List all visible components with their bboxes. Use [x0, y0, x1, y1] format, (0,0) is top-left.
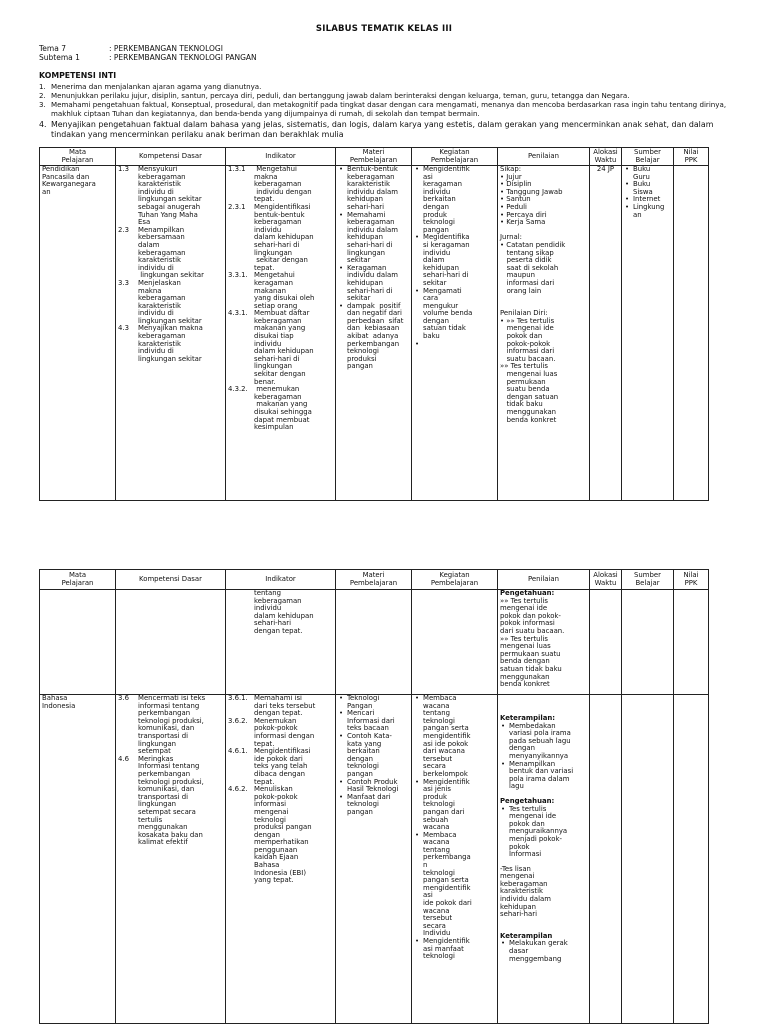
ki-text: Menunjukkan perilaku jujur, disiplin, santun, percaya diri, peduli, dan bertanggung jawab dalam berinteraksi dengan keluarga, teman, guru, tetangga dan Negara.: [51, 91, 630, 101]
sumber-item: • Buku Siswa: [633, 181, 671, 196]
cell-penilaian: [498, 590, 590, 695]
kegiatan-item: • Megidentifika si keragaman individu dalam kehidupan sehari-hari di sekitar: [423, 234, 495, 287]
indikator-number: 4.6.2.: [228, 785, 248, 794]
materi-item: • Memahami keberagaman individu dalam kehidupan sehari-hari di lingkungan sekitar: [347, 212, 409, 265]
cell-kd: [116, 590, 226, 695]
table-header-row: [40, 148, 709, 166]
cell-nilai: [674, 590, 709, 695]
cell-mapel: Bahasa Indonesia: [40, 695, 116, 1024]
ki-text: Menerima dan menjalankan ajaran agama yang dianutnya.: [51, 82, 262, 91]
header-nilai: Nilai PPK: [674, 570, 709, 590]
kegiatan-item: • Mengamati cara mengukur volume benda dengan satuan tidak baku: [423, 288, 495, 341]
ki-number: 2.: [39, 91, 46, 101]
indikator-number: 4.3.2.: [228, 385, 248, 394]
cell-alokasi: 24 JP: [590, 166, 622, 501]
header-indikator: Indikator: [226, 570, 336, 590]
header-materi: Materi Pembelajaran: [336, 148, 412, 166]
sumber-item: • Internet: [633, 196, 671, 204]
kd-text: Menjelaskan makna keberagaman karakteristik individu di lingkungan sekitar: [138, 278, 202, 325]
cell-indikator: [226, 590, 336, 695]
kd-number: 3.6: [118, 694, 129, 702]
penilaian-pengetahuan-heading: Pengetahuan:: [500, 796, 555, 805]
penilaian-text: »» Tes tertulis mengenai ide pokok dan pokok- pokok informasi dari suatu bacaan. »» Tes tertulis mengenai luas permukaan suatu benda dengan satuan tidak baku menggunakan benda konkret: [500, 596, 565, 689]
indikator-item: [228, 786, 333, 885]
kd-number: 4.3: [118, 324, 129, 333]
indikator-number: 4.6.1.: [228, 747, 248, 756]
table-header-row: [40, 570, 709, 590]
cell-materi: [336, 590, 412, 695]
penilaian-keterampilan-heading: Keterampilan: [500, 931, 553, 940]
ki-number: 1.: [39, 82, 46, 91]
cell-alokasi: [590, 590, 622, 695]
header-mapel: Mata Pelajaran: [40, 148, 116, 166]
indikator-item: [228, 695, 333, 718]
header-kd: Kompetensi Dasar: [116, 570, 226, 590]
header-alokasi: Alokasi Waktu: [590, 570, 622, 590]
kd-item: [118, 227, 223, 280]
header-sumber: Sumber Belajar: [622, 148, 674, 166]
penilaian-item: • Membedakan variasi pola irama pada sebuah lagu dengan menyanyikannya: [509, 723, 587, 761]
kd-item: [118, 756, 223, 847]
penilaian-item: • Menampilkan bentuk dan variasi pola irama dalam lagu: [509, 761, 587, 791]
ki-item: [39, 100, 747, 118]
kd-number: 3.3: [118, 278, 129, 287]
kd-text: Mencermati isi teks informasi tentang perkembangan teknologi produksi, komunikasi, dan transportasi di lingkungan setempat: [138, 694, 206, 756]
sumber-item: • Buku Guru: [633, 166, 671, 181]
header-kd: Kompetensi Dasar: [116, 148, 226, 166]
meta-subtema-value: : PERKEMBANGAN TEKNOLOGI PANGAN: [109, 53, 257, 62]
kd-number: 2.3: [118, 225, 129, 234]
cell-materi: [336, 695, 412, 1024]
sumber-item: • Lingkung an: [633, 204, 671, 219]
kd-text: Meringkas Informasi tentang perkembangan teknologi produksi, komunikasi, dan transportasi di lingkungan setempat secara tertulis menggunakan kosakata baku dan kalimat efektif: [138, 754, 204, 847]
indikator-text: menemukan keberagaman makanan yang disukai sehingga dapat membuat kesimpulan: [254, 385, 312, 432]
cell-sumber: [622, 590, 674, 695]
indikator-text: tentang keberagaman individu dalam kehidupan sehari-hari dengan tepat.: [254, 589, 314, 635]
meta-info: [39, 44, 257, 62]
materi-item: • Bentuk-bentuk keberagaman karakteristik individu dalam kehidupan sehari-hari: [347, 166, 409, 212]
penilaian-keterampilan-heading: Keterampilan:: [500, 714, 556, 722]
penilaian-item: • Melakukan gerak dasar menggembang: [509, 940, 587, 963]
kd-item: [118, 280, 223, 326]
penilaian-pengetahuan-heading: Pengetahuan:: [500, 589, 555, 597]
indikator-item: [228, 386, 333, 432]
ki-text: Memahami pengetahuan faktual, Konseptual, prosedural, dan metakognitif pada tingkat dasar dengan cara mengamati, menanya dan mencoba berdasarkan rasa ingin tahu tentang dirinya, makhluk ciptaan Tuhan dan kegiatannya, dan benda-benda yang dijumpainya di rumah, di sekolah dan tempat bermain.: [51, 100, 727, 119]
ki-number: 3.: [39, 100, 46, 110]
ki-item: [39, 120, 747, 140]
meta-tema: [39, 44, 257, 53]
indikator-item: [228, 272, 333, 310]
meta-tema-value: : PERKEMBANGAN TEKNOLOGI: [109, 44, 223, 53]
ki-list: [39, 82, 747, 140]
materi-item: • Mencari Informasi dari teks bacaan: [347, 710, 409, 733]
header-indikator: Indikator: [226, 148, 336, 166]
cell-alokasi: [590, 695, 622, 1024]
cell-kd: [116, 166, 226, 501]
indikator-text: Menemukan pokok-pokok informasi dengan tepat.: [254, 716, 315, 748]
indikator-number: 2.3.1: [228, 202, 246, 211]
indikator-text: Mengetahui makna keberagaman individu dengan tepat.: [254, 165, 312, 204]
kd-item: [118, 325, 223, 363]
materi-item: • Teknologi Pangan: [347, 695, 409, 710]
cell-sumber: [622, 695, 674, 1024]
cell-kd: [116, 695, 226, 1024]
indikator-number: 3.6.2.: [228, 716, 248, 725]
kd-text: Menampilkan kebersamaan dalam keberagaman karakteristik individu di lingkungan sekitar: [138, 225, 204, 280]
ki-text: Menyajikan pengetahuan faktual dalam bahasa yang jelas, sistematis, dan logis, dalam karya yang estetis, dalam gerakan yang mencerminkan anak sehat, dan dalam tindakan yang mencerminkan perilaku anak beriman dan berakhlak mulia: [51, 120, 714, 140]
kd-item: [118, 695, 223, 756]
header-kegiatan: Kegiatan Pembelajaran: [412, 148, 498, 166]
materi-item: • Keragaman individu dalam kehidupan sehari-hari di sekitar: [347, 265, 409, 303]
meta-subtema-key: Subtema 1: [39, 53, 80, 62]
indikator-text: Membuat daftar keberagaman makanan yang disukai tiap individu dalam kehidupan sehari-hari di lingkungan sekitar dengan benar.: [254, 309, 314, 386]
ki-item: [39, 91, 747, 100]
ki-item: [39, 82, 747, 91]
materi-item: • Contoh Kata- kata yang berkaitan dengan teknologi pangan: [347, 733, 409, 779]
cell-mapel: Pendidikan Pancasila dan Kewarganegara an: [40, 166, 116, 501]
cell-nilai: [674, 166, 709, 501]
cell-indikator: [226, 695, 336, 1024]
header-kegiatan: Kegiatan Pembelajaran: [412, 570, 498, 590]
cell-indikator: [226, 166, 336, 501]
header-penilaian: Penilaian: [498, 570, 590, 590]
kegiatan-item: • Mengidentifik asi jenis produk teknologi pangan dari sebuah wacana: [423, 779, 495, 832]
syllabus-table-2: [39, 569, 709, 1024]
indikator-text: Menuliskan pokok-pokok informasi mengenai teknologi produksi pangan dengan memperhatikan penggunaan kaidah Ejaan Bahasa Indonesia (EBI) yang tepat.: [254, 785, 312, 885]
meta-subtema: [39, 53, 257, 62]
header-materi: Materi Pembelajaran: [336, 570, 412, 590]
indikator-number: 1.3.1: [228, 165, 246, 173]
cell-materi: [336, 166, 412, 501]
indikator-text: Memahami isi dari teks tersebut dengan tepat.: [254, 694, 316, 718]
kd-text: Menyajikan makna keberagaman karakteristik individu di lingkungan sekitar: [138, 324, 203, 363]
cell-kegiatan: [412, 695, 498, 1024]
cell-kegiatan: [412, 590, 498, 695]
syllabus-table-1: [39, 147, 709, 501]
cell-penilaian: [498, 695, 590, 1024]
ki-number: 4.: [39, 120, 47, 130]
table-row-continued: [40, 590, 709, 695]
document-title: SILABUS TEMATIK KELAS III: [315, 24, 453, 34]
indikator-item: [228, 310, 333, 386]
table-row: [40, 695, 709, 1024]
indikator-text: Mengidentifikasi ide pokok dari teks yang telah dibaca dengan tepat.: [254, 747, 311, 786]
header-sumber: Sumber Belajar: [622, 570, 674, 590]
kd-text: Mensyukuri keberagaman karakteristik individu di lingkungan sekitar sebagai anugerah Tuhan Yang Maha Esa: [138, 165, 202, 227]
indikator-item: [228, 718, 333, 748]
table-row: [40, 166, 709, 501]
kd-number: 4.6: [118, 754, 129, 763]
cell-mapel: [40, 590, 116, 695]
header-alokasi: Alokasi Waktu: [590, 148, 622, 166]
cell-penilaian: Sikap: • Jujur • Disiplin • Tanggung Jawab • Santun • Peduli • Percaya diri • Kerja Sama Jurnal: • Catatan pendidik tentang sikap peserta didik saat di sekolah maupun informasi dari orang lain Penilaian Diri: • »» Tes tertulis mengenai ide pokok dan pokok-pokok informasi dari suatu bacaan. »» Tes tertulis mengenai luas permukaan suatu benda dengan satuan tidak baku menggunakan benda konkret: [498, 166, 590, 501]
kegiatan-item: • Membaca wacana tentang perkembanga n teknologi pangan serta mengidentifik asi ide pokok dari wacana tersebut secara Individu: [423, 832, 495, 938]
kd-number: 1.3: [118, 165, 129, 173]
indikator-number: 3.6.1.: [228, 694, 248, 702]
indikator-item: [228, 166, 333, 204]
header-penilaian: Penilaian: [498, 148, 590, 166]
meta-tema-key: Tema 7: [39, 44, 66, 53]
indikator-text: Mengidentifikasi bentuk-bentuk keberagaman individu dalam kehidupan sehari-hari di lingkungan sekitar dengan tepat.: [254, 202, 314, 272]
indikator-text: Mengetahui keragaman makanan yang disukai oleh setiap orang: [254, 271, 315, 310]
ki-heading: KOMPETENSI INTI: [39, 71, 117, 80]
indikator-item: [228, 748, 333, 786]
indikator-number: 4.3.1.: [228, 309, 248, 318]
materi-item: • Manfaat dari teknologi pangan: [347, 794, 409, 817]
kegiatan-item: • Mengidentifik asi manfaat teknologi: [423, 938, 495, 961]
kegiatan-item: • Mengidentifik asi keragaman individu berkaitan dengan produk teknologi pangan: [423, 166, 495, 234]
indikator-item: [228, 204, 333, 272]
kegiatan-item: • Membaca wacana tentang teknologi pangan serta mengidentifik asi ide pokok dari wacana tersebut secara berkelompok: [423, 695, 495, 779]
cell-sumber: [622, 166, 674, 501]
cell-kegiatan: [412, 166, 498, 501]
cell-nilai: [674, 695, 709, 1024]
header-nilai: Nilai PPK: [674, 148, 709, 166]
materi-item: • dampak positif dan negatif dari perbedaan sifat dan kebiasaan akibat adanya perkembangan teknologi produksi pangan: [347, 303, 409, 371]
kd-item: [118, 166, 223, 227]
header-mapel: Mata Pelajaran: [40, 570, 116, 590]
indikator-number: 3.3.1.: [228, 271, 248, 280]
penilaian-item: • Tes tertulis mengenai ide pokok dan menguraikannya menjadi pokok- pokok Informasi: [509, 806, 587, 859]
materi-item: • Contoh Produk Hasil Teknologi: [347, 779, 409, 794]
penilaian-lisan: -Tes lisan mengenai keberagaman karakteristik individu dalam kehidupan sehari-hari: [500, 864, 551, 919]
